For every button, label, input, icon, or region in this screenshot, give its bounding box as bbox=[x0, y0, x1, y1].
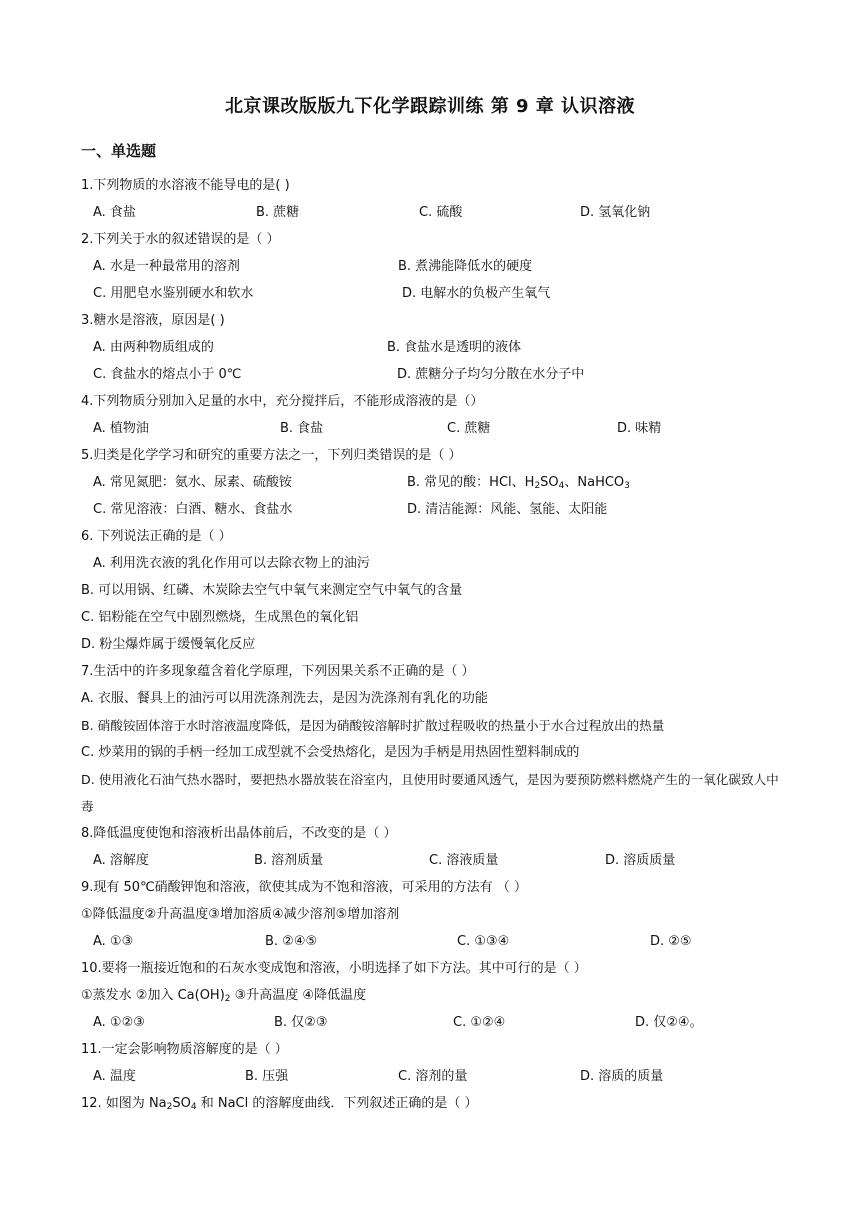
question-8-stem: 8.降低温度使饱和溶液析出晶体前后，不改变的是（ ） bbox=[81, 826, 397, 841]
option-a[interactable]: A. 水是一种最常用的溶剂 bbox=[93, 259, 240, 274]
option-d[interactable]: D. 使用液化石油气热水器时，要把热水器放装在浴室内，且使用时要通风透气，是因为要预防燃料燃烧产生的一氧化碳致人中毒 bbox=[81, 772, 779, 814]
question-9-stem: 9.现有 50℃硝酸钾饱和溶液，欲使其成为不饱和溶液，可采用的方法有 （ ） bbox=[81, 880, 527, 895]
option-b[interactable]: B. 仅②③ bbox=[274, 1015, 328, 1030]
question-5-stem: 5.归类是化学学习和研究的重要方法之一，下列归类错误的是（ ） bbox=[81, 448, 462, 463]
option-c[interactable]: C. ①③④ bbox=[457, 934, 510, 949]
option-a[interactable]: A. ①③ bbox=[93, 934, 134, 949]
subscript: 2 bbox=[534, 481, 541, 491]
question-1-stem: 1.下列物质的水溶液不能导电的是( ) bbox=[81, 178, 290, 193]
option-b[interactable]: B. 压强 bbox=[245, 1069, 289, 1084]
subscript: 4 bbox=[558, 481, 565, 491]
subscript: 2 bbox=[166, 1102, 173, 1112]
option-a[interactable]: A. 利用洗衣液的乳化作用可以去除衣物上的油污 bbox=[93, 556, 370, 571]
stem-text: 和 NaCl 的溶解度曲线．下列叙述正确的是（ ） bbox=[196, 1096, 478, 1111]
items-text: ①蒸发水 ②加入 Ca(OH) bbox=[81, 988, 225, 1003]
option-d[interactable]: D. ②⑤ bbox=[650, 934, 692, 949]
option-d[interactable]: D. 氢氧化钠 bbox=[580, 205, 651, 220]
question-3-options-row1 bbox=[81, 334, 781, 361]
option-c[interactable]: C. 食盐水的熔点小于 0℃ bbox=[93, 367, 242, 382]
stem-text: 12. 如图为 Na bbox=[81, 1096, 167, 1111]
option-a[interactable]: A. ①②③ bbox=[93, 1015, 145, 1030]
option-d[interactable]: D. 仅②④。 bbox=[635, 1015, 703, 1030]
option-c[interactable]: C. 炒菜用的锅的手柄一经加工成型就不会受热熔化，是因为手柄是用热固性塑料制成的 bbox=[81, 745, 580, 760]
subscript: 2 bbox=[224, 994, 231, 1004]
question-4-stem: 4.下列物质分别加入足量的水中，充分搅拌后，不能形成溶液的是（） bbox=[81, 394, 484, 409]
option-a[interactable]: A. 由两种物质组成的 bbox=[93, 340, 214, 355]
option-b[interactable]: B. 硝酸铵固体溶于水时溶液温度降低，是因为硝酸铵溶解时扩散过程吸收的热量小于水合过程放出的热量 bbox=[81, 718, 665, 733]
option-d[interactable]: D. 粉尘爆炸属于缓慢氧化反应 bbox=[81, 637, 256, 652]
question-7-stem: 7.生活中的许多现象蕴含着化学原理，下列因果关系不正确的是（ ） bbox=[81, 664, 475, 679]
question-6-stem: 6. 下列说法正确的是（ ） bbox=[81, 529, 232, 544]
question-12-stem bbox=[81, 1090, 781, 1117]
option-a[interactable]: A. 植物油 bbox=[93, 421, 149, 436]
option-b[interactable] bbox=[407, 469, 630, 496]
option-c[interactable]: C. ①②④ bbox=[453, 1015, 506, 1030]
option-a[interactable]: A. 溶解度 bbox=[93, 853, 149, 868]
question-10-items bbox=[81, 982, 781, 1009]
question-11-stem: 11.一定会影响物质溶解度的是（ ） bbox=[81, 1042, 288, 1057]
question-2-options-row2 bbox=[81, 280, 781, 307]
option-d[interactable]: D. 蔗糖分子均匀分散在水分子中 bbox=[397, 367, 585, 382]
question-1-options bbox=[81, 199, 781, 226]
question-5-options-row1 bbox=[81, 469, 781, 496]
question-3-stem: 3.糖水是溶液，原因是( ) bbox=[81, 313, 225, 328]
section-heading: 一、单选题 bbox=[81, 142, 157, 160]
document-title: 北京课改版版九下化学跟踪训练 第 9 章 认识溶液 bbox=[224, 96, 636, 117]
option-c[interactable]: C. 溶液质量 bbox=[429, 853, 499, 868]
question-4-options bbox=[81, 415, 781, 442]
option-c[interactable]: C. 蔗糖 bbox=[447, 421, 491, 436]
option-c[interactable]: C. 铝粉能在空气中剧烈燃烧，生成黑色的氧化铝 bbox=[81, 610, 359, 625]
question-10-options bbox=[81, 1009, 781, 1036]
question-8-options bbox=[81, 847, 781, 874]
option-b[interactable]: B. 食盐水是透明的液体 bbox=[387, 340, 522, 355]
option-b-text: SO bbox=[540, 475, 559, 490]
option-d[interactable]: D. 电解水的负极产生氧气 bbox=[402, 286, 551, 301]
subscript: 3 bbox=[624, 481, 630, 491]
question-2-options-row1 bbox=[81, 253, 781, 280]
question-9-options bbox=[81, 928, 781, 955]
option-d[interactable]: D. 溶质质量 bbox=[605, 853, 676, 868]
option-c[interactable]: C. 常见溶液：白酒、糖水、食盐水 bbox=[93, 502, 293, 517]
option-d[interactable]: D. 味精 bbox=[617, 421, 662, 436]
question-5-options-row2 bbox=[81, 496, 781, 523]
option-b[interactable]: B. 食盐 bbox=[280, 421, 324, 436]
question-11-options bbox=[81, 1063, 781, 1090]
option-b[interactable]: B. 溶剂质量 bbox=[254, 853, 324, 868]
option-b[interactable]: B. ②④⑤ bbox=[265, 934, 318, 949]
option-b-text: 、NaHCO bbox=[564, 475, 625, 490]
option-a[interactable]: A. 衣服、餐具上的油污可以用洗涤剂洗去，是因为洗涤剂有乳化的功能 bbox=[81, 691, 488, 706]
stem-text: SO bbox=[172, 1096, 191, 1111]
option-c[interactable]: C. 用肥皂水鉴别硬水和软水 bbox=[93, 286, 254, 301]
subscript: 4 bbox=[190, 1102, 197, 1112]
option-b[interactable]: B. 可以用锅、红磷、木炭除去空气中氧气来测定空气中氧气的含量 bbox=[81, 583, 463, 598]
option-b[interactable]: B. 煮沸能降低水的硬度 bbox=[398, 259, 533, 274]
option-a[interactable]: A. 温度 bbox=[93, 1069, 136, 1084]
option-b[interactable]: B. 蔗糖 bbox=[256, 205, 300, 220]
option-a[interactable]: A. 常见氮肥：氨水、尿素、硫酸铵 bbox=[93, 475, 292, 490]
option-d[interactable]: D. 溶质的质量 bbox=[580, 1069, 664, 1084]
question-9-items: ①降低温度②升高温度③增加溶质④减少溶剂⑤增加溶剂 bbox=[81, 907, 400, 922]
question-10-stem: 10.要将一瓶接近饱和的石灰水变成饱和溶液，小明选择了如下方法。其中可行的是（ ） bbox=[81, 961, 587, 976]
items-text: ③升高温度 ④降低温度 bbox=[230, 988, 367, 1003]
option-c[interactable]: C. 硫酸 bbox=[419, 205, 463, 220]
question-list bbox=[81, 172, 781, 1117]
option-a[interactable]: A. 食盐 bbox=[93, 205, 136, 220]
option-c[interactable]: C. 溶剂的量 bbox=[398, 1069, 468, 1084]
question-3-options-row2 bbox=[81, 361, 781, 388]
question-2-stem: 2.下列关于水的叙述错误的是（ ） bbox=[81, 232, 280, 247]
option-d[interactable]: D. 清洁能源：风能、氢能、太阳能 bbox=[407, 502, 608, 517]
option-b-text: B. 常见的酸：HCl、H bbox=[407, 475, 535, 490]
